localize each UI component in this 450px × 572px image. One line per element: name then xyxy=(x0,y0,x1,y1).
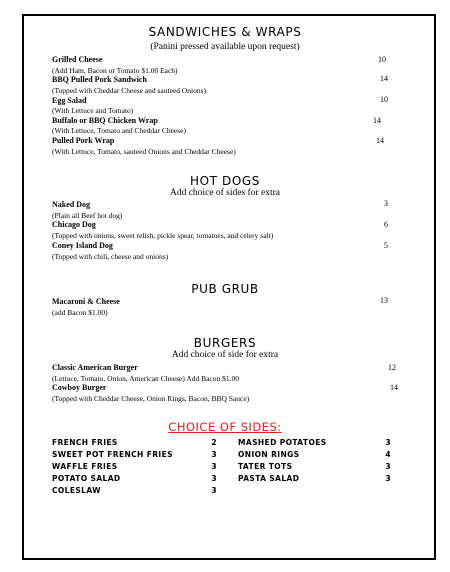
menu-item-name: Chicago Dog xyxy=(52,220,96,229)
side-item-name: TATER TOTS xyxy=(238,462,293,471)
menu-item-name: Grilled Cheese xyxy=(52,55,103,64)
section-title-hot-dogs: HOT DOGS xyxy=(189,174,260,188)
menu-item-name: Cowboy Burger xyxy=(52,383,107,392)
menu-item-description: (Lettuce, Tomato, Onion, American Cheese) Add Bacon $1.00 xyxy=(52,374,239,383)
menu-item-name: Classic American Burger xyxy=(52,363,138,372)
side-item-name: MASHED POTATOES xyxy=(238,438,327,447)
menu-item-name: Macaroni & Cheese xyxy=(52,297,120,306)
side-item-price: 3 xyxy=(385,438,391,447)
menu-item-name: Coney Island Dog xyxy=(52,241,113,250)
section-title-sandwiches: SANDWICHES & WRAPS xyxy=(148,25,302,39)
menu-item-name: Egg Salad xyxy=(52,96,87,105)
side-item-price: 3 xyxy=(385,462,391,471)
section-subtitle-sandwiches: (Panini pressed available upon request) xyxy=(150,42,300,52)
menu-item-description: (Topped with Cheddar Cheese, Onion Rings, Bacon, BBQ Sauce) xyxy=(52,394,250,403)
side-item-price: 4 xyxy=(385,450,391,459)
menu-item-price: 6 xyxy=(384,220,388,229)
menu-item-description: (With Lettuce, Tomato and Cheddar Cheese) xyxy=(52,126,186,135)
menu-item-name: Naked Dog xyxy=(52,200,91,209)
menu-item-price: 10 xyxy=(380,95,388,104)
side-item-name: WAFFLE FRIES xyxy=(52,462,118,471)
side-item-name: SWEET POT FRENCH FRIES xyxy=(52,450,173,459)
menu-item-price: 12 xyxy=(388,363,396,372)
section-title-pub-grub: PUB GRUB xyxy=(191,282,259,296)
menu-item-description: (Add Ham, Bacon or Tomato $1.00 Each) xyxy=(52,66,178,75)
side-item-name: PASTA SALAD xyxy=(238,474,300,483)
section-subtitle-burgers: Add choice of side for extra xyxy=(171,350,279,360)
section-title-burgers: BURGERS xyxy=(193,336,257,350)
side-item-price: 3 xyxy=(211,450,217,459)
menu-item-description: (Topped with onions, sweet relish, pickle spear, tomatoes, and celery salt) xyxy=(52,231,274,240)
side-item-price: 3 xyxy=(211,462,217,471)
menu-item-price: 14 xyxy=(373,116,381,125)
menu-item-description: (Topped with Cheddar Cheese and sauteed Onions) xyxy=(52,86,207,95)
side-item-price: 2 xyxy=(211,438,217,447)
menu-item-name: Buffalo or BBQ Chicken Wrap xyxy=(52,116,158,125)
side-item-price: 3 xyxy=(211,474,217,483)
side-item-name: ONION RINGS xyxy=(238,450,300,459)
menu-item-price: 14 xyxy=(390,383,398,392)
menu-item-price: 5 xyxy=(384,241,388,250)
section-subtitle-hot-dogs: Add choice of sides for extra xyxy=(169,188,280,198)
menu-item-description: (With Lettuce, Tomato, sauteed Onions and Cheddar Cheese) xyxy=(52,147,236,156)
side-item-price: 3 xyxy=(211,486,217,495)
menu-item-description: (Topped with chili, cheese and onions) xyxy=(52,252,169,261)
menu-item-price: 14 xyxy=(380,74,388,83)
menu-item-price: 3 xyxy=(384,199,388,208)
menu-item-price: 13 xyxy=(380,296,388,305)
sides-title: CHOICE OF SIDES: xyxy=(168,420,282,434)
side-item-price: 3 xyxy=(385,474,391,483)
menu-item-description: (add Bacon $1.00) xyxy=(52,308,108,317)
side-item-name: COLESLAW xyxy=(52,486,101,495)
menu-item-price: 14 xyxy=(376,136,384,145)
menu-item-name: BBQ Pulled Pork Sandwich xyxy=(52,75,147,84)
side-item-name: POTATO SALAD xyxy=(52,474,121,483)
menu-item-price: 10 xyxy=(378,55,386,64)
side-item-name: FRENCH FRIES xyxy=(52,438,118,447)
menu-item-description: (With Lettuce and Tomato) xyxy=(52,106,134,115)
menu-item-name: Pulled Pork Wrap xyxy=(52,136,115,145)
menu-item-description: (Plain all Beef hot dog) xyxy=(52,211,123,220)
